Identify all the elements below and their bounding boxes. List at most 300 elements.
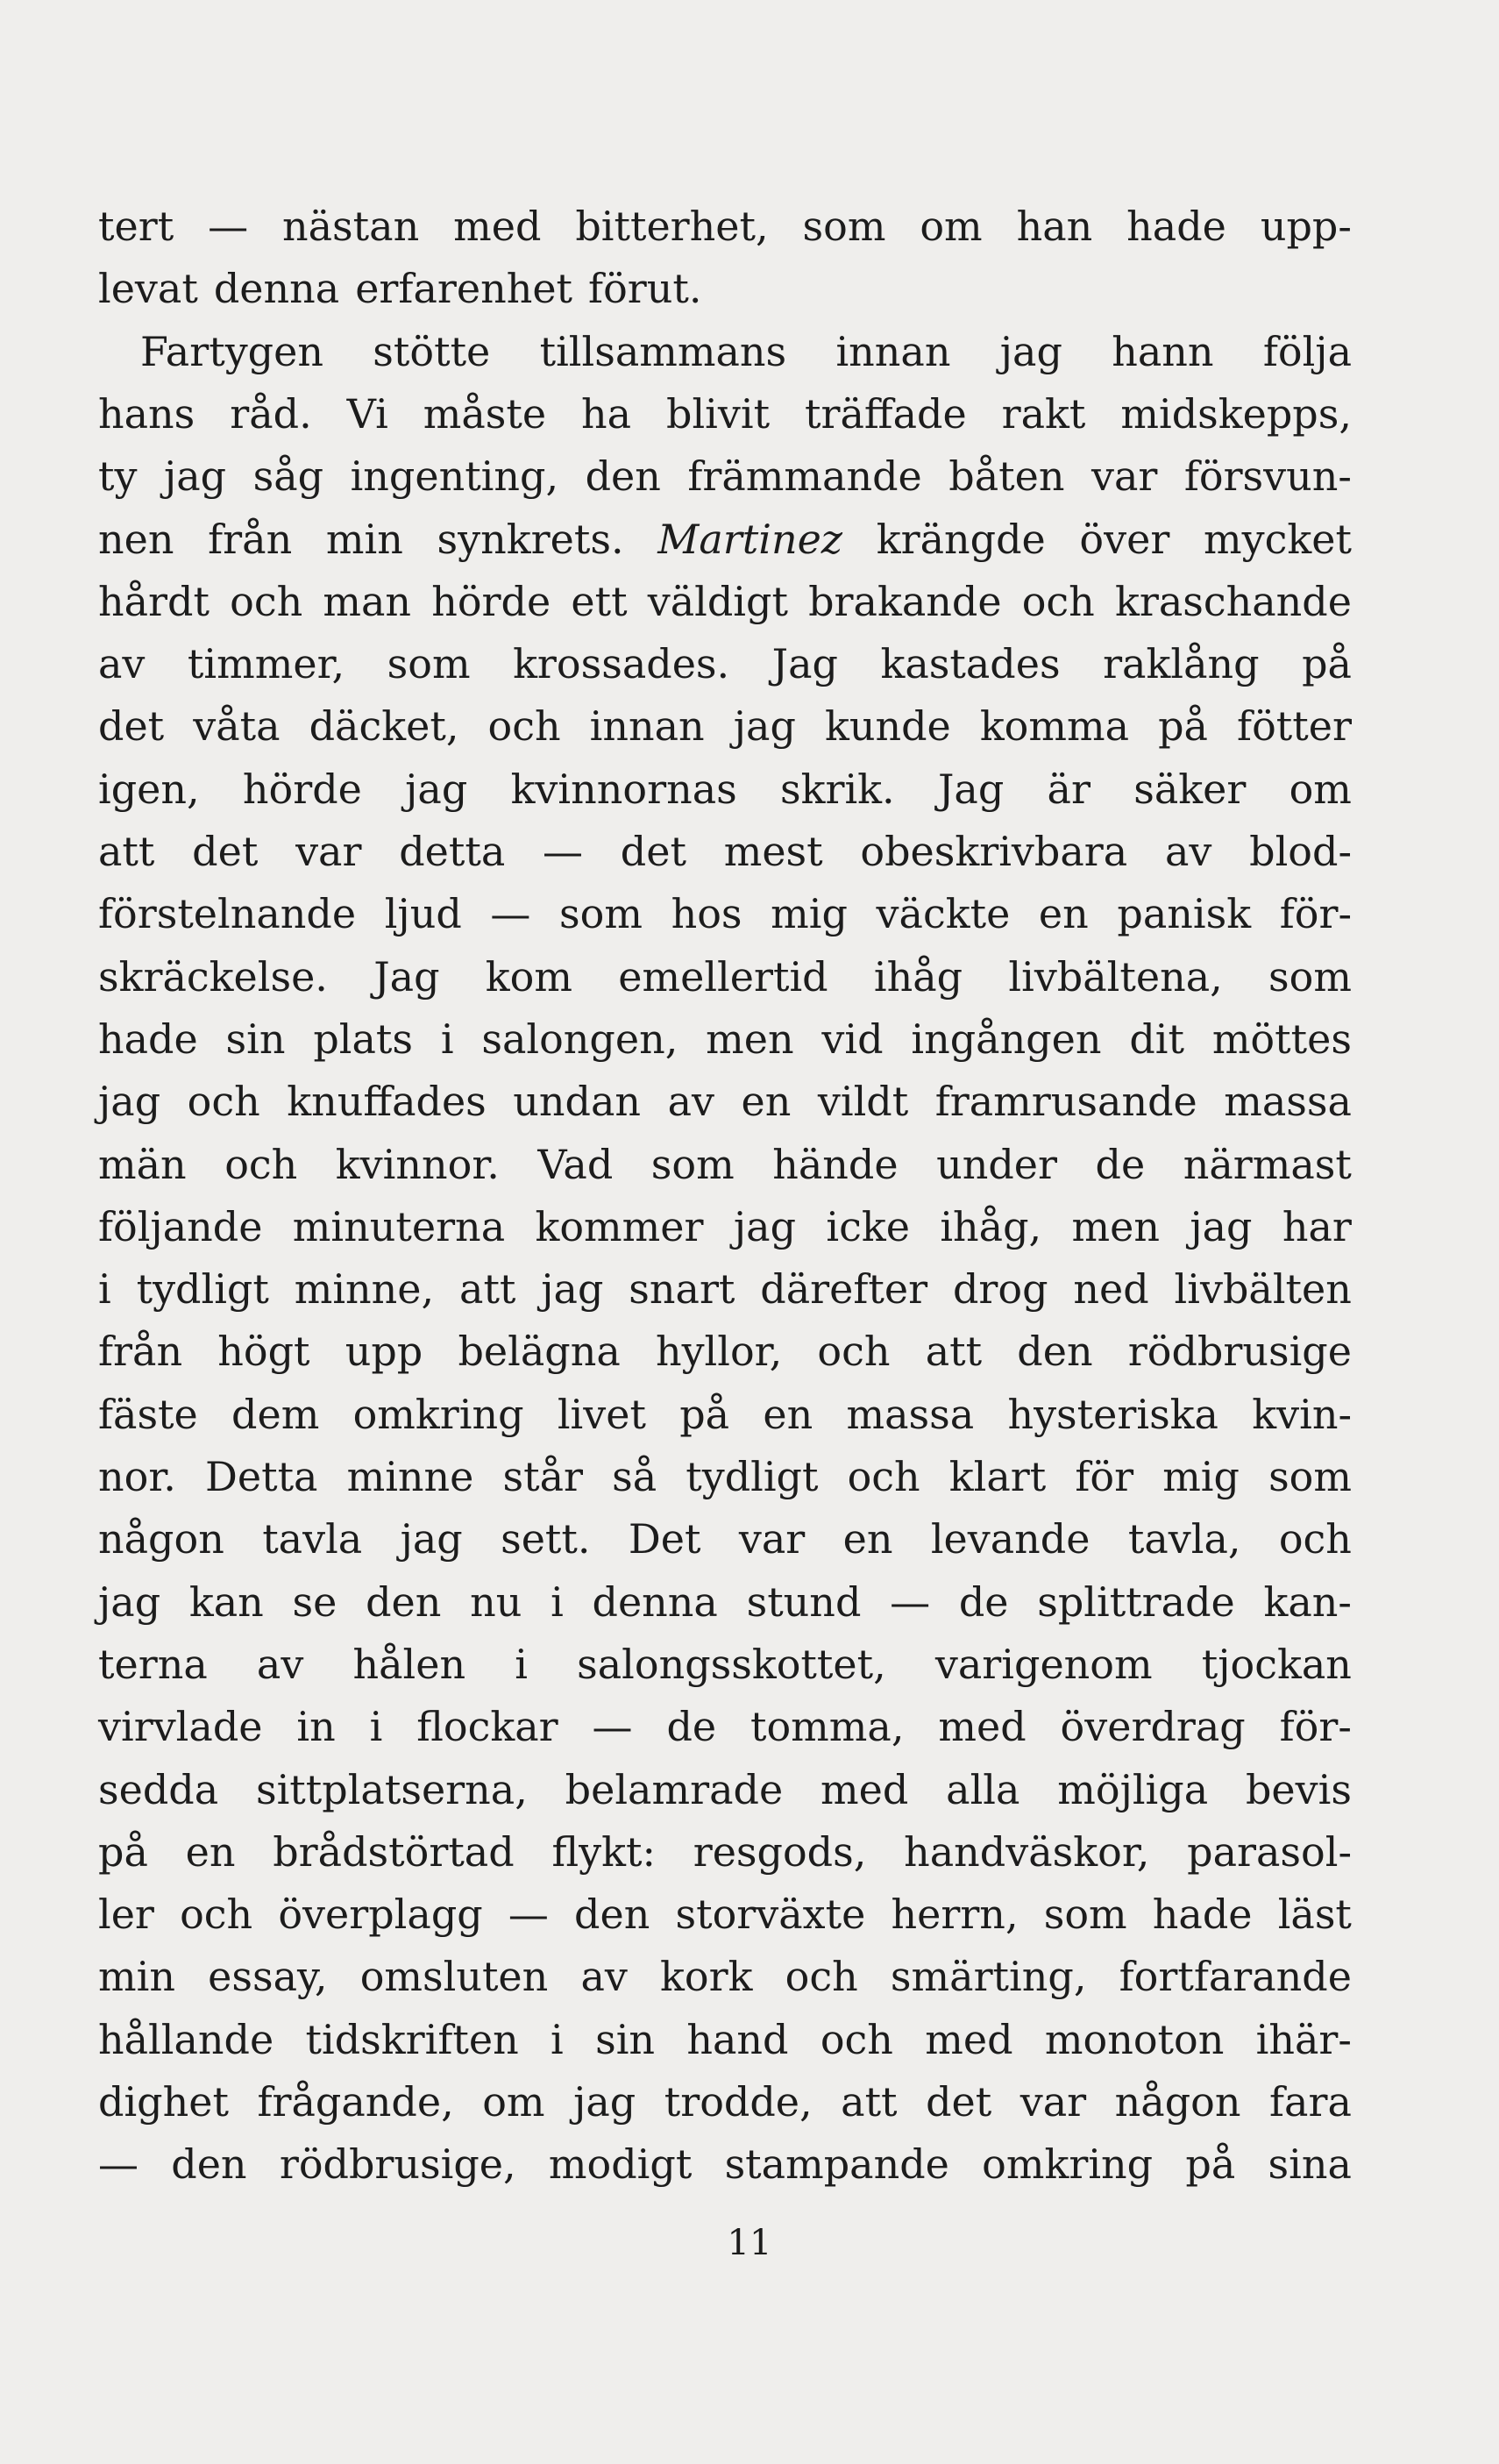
word: — xyxy=(592,1703,633,1751)
word: och xyxy=(180,1891,253,1939)
text-line xyxy=(98,1320,1352,1383)
word: sittplatserna, xyxy=(255,1765,528,1813)
text-line xyxy=(98,1507,1352,1570)
word: se xyxy=(292,1577,337,1626)
word: han xyxy=(1016,203,1093,250)
word: som xyxy=(559,890,643,938)
word: i xyxy=(98,1265,111,1314)
word: hände xyxy=(772,1140,899,1188)
text-line xyxy=(98,1820,1352,1884)
word: det xyxy=(98,702,165,751)
word: var xyxy=(1019,2078,1087,2126)
word: icke xyxy=(826,1202,910,1250)
word: tert xyxy=(98,203,174,250)
word: fäste xyxy=(98,1390,198,1438)
word: jag xyxy=(541,1265,604,1314)
word: över xyxy=(1079,515,1170,563)
word: snart xyxy=(629,1265,735,1314)
word: väldigt xyxy=(647,577,788,625)
word: av xyxy=(256,1640,304,1688)
text-line xyxy=(98,1445,1352,1508)
word: män xyxy=(98,1140,187,1188)
word: kan xyxy=(188,1577,264,1626)
word: nu xyxy=(470,1577,522,1626)
word: Jag xyxy=(373,952,440,1001)
word: ihär- xyxy=(1255,2015,1352,2063)
word: bitterhet, xyxy=(575,203,769,250)
word: jag xyxy=(405,765,468,813)
word: jag xyxy=(163,452,227,501)
text-line xyxy=(98,1195,1352,1258)
word: splittrade xyxy=(1037,1577,1235,1626)
word: följa xyxy=(1262,327,1352,375)
word: jag xyxy=(999,327,1062,375)
word: flykt: xyxy=(551,1827,656,1876)
word: i xyxy=(440,1015,454,1063)
word: och xyxy=(230,577,303,625)
word: jag xyxy=(733,1202,797,1250)
word: dit xyxy=(1129,1015,1184,1063)
word: minne xyxy=(346,1453,474,1500)
word: försvun- xyxy=(1183,452,1352,501)
word: hade xyxy=(1126,203,1226,250)
word: mig xyxy=(771,890,848,938)
word: och xyxy=(487,702,561,751)
word: krossades. xyxy=(513,640,730,688)
word: för- xyxy=(1279,1703,1352,1751)
word: obeskrivbara xyxy=(860,828,1128,875)
word: modigt xyxy=(548,2140,693,2189)
word: en xyxy=(741,1078,792,1126)
text-line xyxy=(98,1008,1352,1071)
word: och xyxy=(187,1078,260,1126)
word: ihåg, xyxy=(940,1202,1042,1250)
word: blod- xyxy=(1249,828,1352,875)
text-line xyxy=(98,1758,1352,1821)
word: som xyxy=(1268,952,1352,1001)
word: belamrade xyxy=(565,1765,784,1813)
word: Detta xyxy=(204,1453,318,1500)
word: så xyxy=(612,1453,657,1500)
word: kork xyxy=(660,1953,753,2001)
word: fara xyxy=(1269,2078,1352,2126)
word: livbälten xyxy=(1174,1265,1352,1314)
word: någon xyxy=(98,1515,224,1563)
word: jag xyxy=(733,702,796,751)
word: kom xyxy=(485,952,572,1001)
word: vildt xyxy=(817,1078,909,1126)
word: tjockan xyxy=(1201,1640,1352,1688)
word: salongsskottet, xyxy=(577,1640,886,1688)
word: varigenom xyxy=(934,1640,1153,1688)
word: knuffades xyxy=(287,1078,487,1126)
text-line xyxy=(98,1383,1352,1446)
word: tavla xyxy=(262,1515,363,1563)
word: den xyxy=(585,452,661,501)
word: tydligt xyxy=(136,1265,269,1314)
word: bevis xyxy=(1245,1765,1352,1813)
word: plats xyxy=(313,1015,413,1063)
word: denna xyxy=(213,265,340,313)
word: synkrets. xyxy=(437,515,624,563)
word: ett xyxy=(571,577,628,625)
word: hand xyxy=(686,2015,789,2063)
word: den xyxy=(366,1577,442,1626)
word: hos xyxy=(671,890,742,938)
word: följande xyxy=(98,1202,263,1250)
word: trodde, xyxy=(664,2078,813,2126)
word: innan xyxy=(835,327,951,375)
word: emellertid xyxy=(618,952,828,1001)
word: av xyxy=(667,1078,714,1126)
word: kvin- xyxy=(1252,1390,1352,1438)
word: som xyxy=(387,640,471,688)
word: som xyxy=(802,203,886,250)
word: främmande xyxy=(687,452,922,501)
word: båten xyxy=(948,452,1065,501)
text-line xyxy=(98,320,1352,383)
word: på xyxy=(98,1827,148,1876)
word: erfarenhet xyxy=(355,265,573,313)
word: såg xyxy=(252,452,324,501)
word: massa xyxy=(846,1390,975,1438)
text-line xyxy=(98,195,1352,258)
word: virvlade xyxy=(98,1703,263,1751)
word: någon xyxy=(1114,2078,1241,2126)
word: om xyxy=(1289,765,1352,813)
word: stampande xyxy=(724,2140,949,2189)
text-line xyxy=(98,1257,1352,1321)
word: från xyxy=(208,515,293,563)
word: som xyxy=(1268,1453,1352,1500)
word: i xyxy=(551,1577,564,1626)
word: herrn, xyxy=(891,1891,1019,1939)
word: Jag xyxy=(771,640,838,688)
word: att xyxy=(841,2078,898,2126)
word: den xyxy=(574,1891,650,1939)
word: frågande, xyxy=(257,2078,454,2126)
word: om xyxy=(920,203,983,250)
word: raklång xyxy=(1103,640,1260,688)
word: av xyxy=(1164,828,1212,875)
word: att xyxy=(98,828,155,875)
word: de xyxy=(1095,1140,1146,1188)
word: alla xyxy=(946,1765,1020,1813)
word: en xyxy=(1038,890,1089,938)
word: Fartygen xyxy=(140,327,323,375)
text-line xyxy=(98,945,1352,1008)
word: timmer, xyxy=(187,640,345,688)
word: levat xyxy=(98,265,198,313)
word: jag xyxy=(573,2078,636,2126)
word: hade xyxy=(98,1015,198,1063)
word: de xyxy=(958,1577,1009,1626)
word: skrik. xyxy=(780,765,895,813)
word: minne, xyxy=(294,1265,435,1314)
word: komma xyxy=(979,702,1130,751)
word: omsluten xyxy=(359,1953,549,2001)
word: som xyxy=(650,1140,735,1188)
word: en xyxy=(763,1390,813,1438)
word: resgods, xyxy=(693,1827,867,1876)
word: kan- xyxy=(1263,1577,1352,1626)
word: för- xyxy=(1279,890,1352,938)
word: fortfarande xyxy=(1119,1953,1352,2001)
word: upp xyxy=(345,1328,423,1376)
word: nästan xyxy=(282,203,420,250)
word: i xyxy=(515,1640,528,1688)
word: drog xyxy=(952,1265,1048,1314)
word: måste xyxy=(423,389,547,438)
word: klart xyxy=(948,1453,1047,1500)
word: blivit xyxy=(666,389,771,438)
word: nor. xyxy=(98,1453,176,1500)
word: som xyxy=(1043,1891,1127,1939)
word: framrusande xyxy=(934,1078,1197,1126)
word: det xyxy=(192,828,259,875)
word: med xyxy=(925,2015,1013,2063)
word: omkring xyxy=(352,1390,524,1438)
word: förut. xyxy=(588,265,702,313)
word: tavla, xyxy=(1127,1515,1241,1563)
word: den xyxy=(171,2140,247,2189)
text-line xyxy=(98,1883,1352,1946)
word: rödbrusige xyxy=(1127,1328,1352,1376)
word: från xyxy=(98,1328,183,1376)
word: för xyxy=(1075,1453,1134,1500)
word: tydligt xyxy=(686,1453,819,1500)
word: är xyxy=(1047,765,1091,813)
word: panisk xyxy=(1117,890,1252,938)
word: handväskor, xyxy=(904,1827,1150,1876)
word: jag xyxy=(98,1577,161,1626)
text-line xyxy=(98,758,1352,821)
word: kraschande xyxy=(1114,577,1352,625)
word: smärting, xyxy=(890,1953,1087,2001)
word: igen, xyxy=(98,765,200,813)
word: krängde xyxy=(876,515,1046,563)
word: därefter xyxy=(760,1265,928,1314)
word: rakt xyxy=(1001,389,1086,438)
word: i xyxy=(369,1703,383,1751)
text-line xyxy=(98,2133,1352,2196)
text-line xyxy=(98,1070,1352,1133)
word: hållande xyxy=(98,2015,274,2063)
word: jag xyxy=(1190,1202,1253,1250)
word: möjliga xyxy=(1057,1765,1209,1813)
word: Det xyxy=(628,1515,701,1563)
word: på xyxy=(1302,640,1352,688)
word: sett. xyxy=(501,1515,591,1563)
word: Vi xyxy=(346,389,388,438)
word: om xyxy=(482,2078,545,2126)
text-line xyxy=(98,1133,1352,1196)
word: mig xyxy=(1162,1453,1240,1500)
word: omkring xyxy=(982,2140,1154,2189)
word: sin xyxy=(225,1015,286,1063)
text-line xyxy=(98,2008,1352,2071)
word: däcket, xyxy=(309,702,459,751)
word: ha xyxy=(581,389,632,438)
italic-word: Martinez xyxy=(657,515,843,563)
word: mest xyxy=(723,828,823,875)
word: hålen xyxy=(352,1640,466,1688)
text-line xyxy=(98,257,1352,320)
word: av xyxy=(580,1953,628,2001)
word: essay, xyxy=(208,1953,328,2001)
text-line xyxy=(98,1633,1352,1696)
word: träffade xyxy=(805,389,967,438)
word: sedda xyxy=(98,1765,219,1813)
word: dighet xyxy=(98,2078,229,2126)
word: och xyxy=(847,1453,920,1500)
text-line xyxy=(98,1945,1352,2008)
word: att xyxy=(925,1328,983,1376)
word: hårdt xyxy=(98,577,210,625)
word: jag xyxy=(98,1078,161,1126)
word: ingenting, xyxy=(350,452,559,501)
word: — xyxy=(543,828,584,875)
text-line xyxy=(98,1695,1352,1758)
word: hans xyxy=(98,389,195,438)
word: ljud xyxy=(384,890,462,938)
word: kommer xyxy=(535,1202,704,1250)
word: min xyxy=(98,1953,175,2001)
word: innan xyxy=(589,702,705,751)
word: tidskriften xyxy=(305,2015,519,2063)
word: levande xyxy=(930,1515,1091,1563)
word: överplagg xyxy=(278,1891,483,1939)
word: hysteriska xyxy=(1007,1390,1218,1438)
word: ingången xyxy=(911,1015,1102,1063)
word: den xyxy=(1017,1328,1093,1376)
text-line xyxy=(98,1570,1352,1634)
word: minuterna xyxy=(292,1202,506,1250)
word: in xyxy=(296,1703,336,1751)
word: stund xyxy=(746,1577,862,1626)
word: stötte xyxy=(373,327,491,375)
word: hann xyxy=(1112,327,1214,375)
word: står xyxy=(502,1453,583,1500)
word: de xyxy=(666,1703,717,1751)
word: — xyxy=(98,2140,139,2189)
word: väckte xyxy=(876,890,1011,938)
word: råd. xyxy=(230,389,312,438)
word: vid xyxy=(821,1015,884,1063)
word: ihåg xyxy=(873,952,963,1001)
word: monoton xyxy=(1044,2015,1225,2063)
text-line xyxy=(98,632,1352,695)
word: sin xyxy=(595,2015,656,2063)
word: med xyxy=(821,1765,909,1813)
word: det xyxy=(926,2078,992,2126)
word: var xyxy=(738,1515,806,1563)
word: i xyxy=(551,2015,564,2063)
word: denna xyxy=(592,1577,718,1626)
text-line xyxy=(98,694,1352,758)
word: — xyxy=(890,1577,931,1626)
word: jag xyxy=(400,1515,463,1563)
word: brakande xyxy=(808,577,1002,625)
word: flockar xyxy=(416,1703,558,1751)
word: nen xyxy=(98,515,174,563)
word: en xyxy=(842,1515,893,1563)
text-line xyxy=(98,508,1352,571)
word: upp- xyxy=(1260,203,1352,250)
word: men xyxy=(1071,1202,1160,1250)
word: tomma, xyxy=(750,1703,905,1751)
word: parasol- xyxy=(1187,1827,1352,1876)
word: hörde xyxy=(431,577,551,625)
word: rödbrusige, xyxy=(279,2140,516,2189)
word: livbältena, xyxy=(1008,952,1223,1001)
page-number: 11 xyxy=(727,2223,772,2263)
word: och xyxy=(817,1328,891,1376)
word: belägna xyxy=(458,1328,621,1376)
word: var xyxy=(295,828,362,875)
word: ler xyxy=(98,1891,154,1939)
word: men xyxy=(706,1015,794,1063)
word: Vad xyxy=(537,1140,614,1188)
word: hyllor, xyxy=(655,1328,783,1376)
word: — xyxy=(208,203,249,250)
word: kvinnor. xyxy=(335,1140,500,1188)
word: massa xyxy=(1224,1078,1352,1126)
word: säker xyxy=(1133,765,1247,813)
text-line xyxy=(98,570,1352,633)
word: på xyxy=(679,1390,730,1438)
word: har xyxy=(1282,1202,1352,1250)
word: Jag xyxy=(937,765,1005,813)
word: sina xyxy=(1268,2140,1352,2189)
word: ty xyxy=(98,452,138,501)
word: var xyxy=(1091,452,1158,501)
word: en xyxy=(185,1827,236,1876)
word: med xyxy=(938,1703,1027,1751)
word: hörde xyxy=(242,765,362,813)
word: och xyxy=(1021,577,1095,625)
text-line xyxy=(98,2070,1352,2133)
word: ned xyxy=(1073,1265,1149,1314)
word: att xyxy=(459,1265,516,1314)
word: min xyxy=(325,515,403,563)
word: våta xyxy=(193,702,281,751)
word: och xyxy=(820,2015,893,2063)
word: midskepps, xyxy=(1120,389,1352,438)
word: man xyxy=(323,577,412,625)
text-line xyxy=(98,882,1352,945)
word: högt xyxy=(217,1328,310,1376)
word: och xyxy=(785,1953,858,2001)
word: brådstörtad xyxy=(273,1827,515,1876)
word: storväxte xyxy=(675,1891,866,1939)
word: dem xyxy=(231,1390,320,1438)
word: fötter xyxy=(1237,702,1352,751)
text-line xyxy=(98,820,1352,883)
word: salongen, xyxy=(481,1015,678,1063)
word: möttes xyxy=(1211,1015,1352,1063)
word: detta xyxy=(399,828,506,875)
word: — xyxy=(490,890,531,938)
word: skräckelse. xyxy=(98,952,328,1001)
word: och xyxy=(224,1140,298,1188)
word: på xyxy=(1185,2140,1236,2189)
word: livet xyxy=(557,1390,646,1438)
word: kvinnornas xyxy=(510,765,737,813)
word: kastades xyxy=(880,640,1061,688)
word: på xyxy=(1158,702,1208,751)
text-line xyxy=(98,445,1352,508)
